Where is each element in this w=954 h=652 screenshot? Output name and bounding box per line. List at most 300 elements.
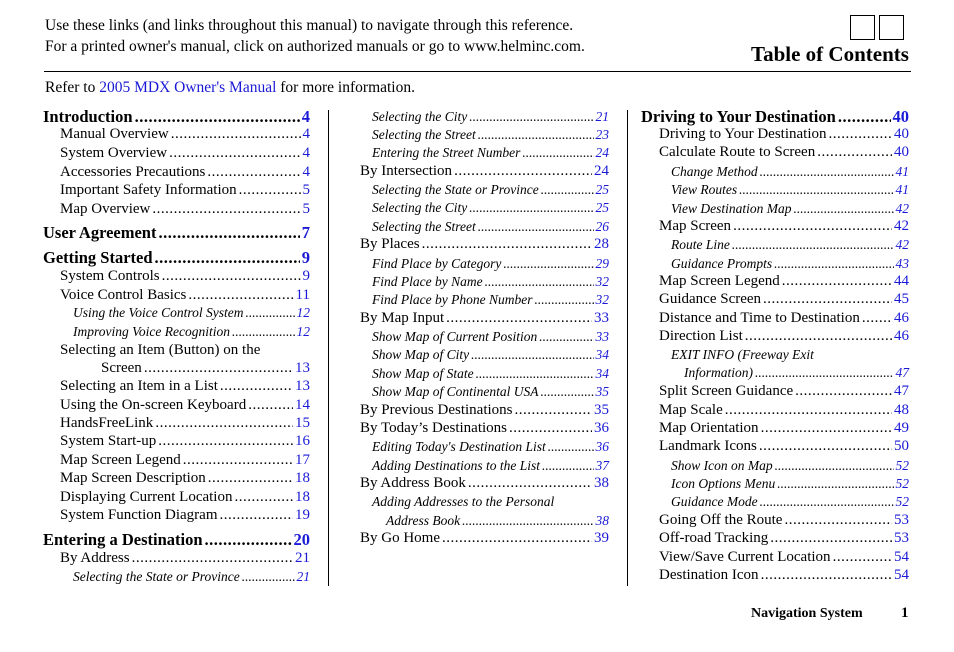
toc-entry-title: By Intersection [360, 163, 453, 179]
toc-page-link[interactable]: 5 [302, 182, 310, 198]
toc-page-link[interactable]: 38 [595, 513, 609, 528]
toc-entry-title: HandsFreeLink [60, 415, 154, 431]
toc-page-link[interactable]: 32 [595, 274, 609, 289]
dot-leader [152, 201, 300, 218]
toc-entry-system-overview[interactable] [60, 145, 310, 162]
toc-entry-address-book[interactable] [386, 513, 609, 529]
toc-entry-using-the-on-screen-keyboard[interactable] [60, 397, 310, 414]
toc-entry-title: Selecting the Street [372, 127, 476, 142]
dot-leader [471, 347, 593, 363]
toc-entry-title: View Routes [671, 182, 738, 197]
toc-entry-by-go-home[interactable] [360, 530, 609, 547]
toc-page-link[interactable]: 12 [296, 305, 310, 320]
dot-leader [509, 420, 592, 437]
toc-entry-by-previous-destinations[interactable] [360, 402, 609, 419]
toc-page-link[interactable]: 33 [595, 329, 609, 344]
dot-leader [725, 402, 892, 419]
toc-entry-voice-control-basics[interactable] [60, 287, 310, 304]
dot-leader [220, 507, 294, 524]
toc-entry-title: System Controls [60, 268, 160, 284]
toc-entry-title: User Agreement [43, 223, 157, 242]
toc-entry-title: Find Place by Name [372, 274, 483, 289]
dot-leader [232, 324, 295, 340]
toc-entry-using-the-voice-control-system[interactable] [73, 305, 310, 321]
dot-leader [422, 236, 592, 253]
toc-entry-show-icon-on-map[interactable] [671, 458, 909, 474]
toc-entry-title: Introduction [43, 107, 133, 126]
toc-page-link[interactable]: 19 [295, 507, 310, 523]
toc-page-link[interactable]: 40 [892, 107, 909, 126]
toc-page-link[interactable]: 32 [595, 292, 609, 307]
toc-entry-split-screen-guidance[interactable] [659, 383, 909, 400]
dot-leader [838, 107, 891, 127]
owners-manual-link[interactable]: 2005 MDX Owner's Manual [99, 79, 277, 96]
toc-entry-title: Editing Today's Destination List [372, 439, 546, 454]
toc-page-link[interactable]: 49 [894, 420, 909, 436]
toc-entry-selecting-an-item-in-a-list[interactable] [60, 378, 310, 395]
toc-page-link[interactable]: 44 [894, 273, 909, 289]
dot-leader [782, 273, 892, 290]
toc-entry-title: Driving to Your Destination [659, 126, 827, 142]
next-page-button[interactable] [879, 15, 904, 40]
toc-entry-important-safety-information[interactable] [60, 182, 310, 199]
toc-entry-accessories-precautions[interactable] [60, 164, 310, 181]
dot-leader [135, 107, 300, 127]
toc-entry-title: Entering the Street Number [372, 145, 521, 160]
toc-entry-system-start-up[interactable] [60, 433, 310, 450]
toc-page-link[interactable]: 35 [595, 384, 609, 399]
toc-entry-by-intersection[interactable] [360, 163, 609, 180]
toc-page-link[interactable]: 40 [894, 144, 909, 160]
toc-page-link[interactable]: 12 [296, 324, 310, 339]
toc-entry-title: Map Screen Legend [659, 273, 780, 289]
dot-leader [777, 476, 893, 492]
intro-text [45, 15, 585, 57]
dot-leader [784, 512, 892, 529]
dot-leader [503, 256, 593, 272]
toc-page-link[interactable]: 45 [894, 291, 909, 307]
toc-entry-title: By Places [360, 236, 420, 252]
toc-entry-title: By Today’s Destinations [360, 420, 508, 436]
toc-entry-title: Map Screen Description [60, 470, 206, 486]
dot-leader [774, 256, 893, 272]
toc-entry-distance-and-time-to-destination[interactable] [659, 310, 909, 327]
toc-page-link[interactable]: 37 [595, 458, 609, 473]
toc-entry-title: Entering a Destination [43, 530, 203, 549]
toc-entry-title: Route Line [671, 237, 730, 252]
toc-entry-title: Using the Voice Control System [73, 305, 244, 320]
toc-page-link[interactable]: 41 [895, 164, 909, 179]
refer-prefix: Refer to [45, 79, 100, 96]
toc-entry-title: Show Map of City [372, 347, 470, 362]
toc-page-link[interactable]: 52 [895, 476, 909, 491]
toc-entry-title: Manual Overview [60, 126, 169, 142]
dot-leader [469, 200, 593, 216]
dot-leader [542, 458, 593, 474]
dot-leader [155, 415, 293, 432]
dot-leader [760, 164, 894, 180]
toc-entry-by-address-book[interactable] [360, 475, 609, 492]
toc-entry-title: Guidance Mode [671, 494, 758, 509]
toc-entry-system-controls[interactable] [60, 268, 310, 285]
toc-page-link[interactable]: 36 [594, 420, 609, 436]
toc-page-link[interactable]: 11 [295, 287, 310, 303]
toc-entry-guidance-mode[interactable] [671, 494, 909, 510]
toc-page-link[interactable]: 16 [295, 433, 310, 449]
dot-leader [132, 550, 293, 567]
toc-page-link[interactable]: 25 [595, 200, 609, 215]
toc-entry-title: Selecting an Item in a List [60, 378, 218, 394]
dot-leader [760, 494, 894, 510]
toc-entry-change-method[interactable] [671, 164, 909, 180]
toc-entry-title: Destination Icon [659, 567, 759, 583]
toc-entry-exit-info-freeway-exit[interactable] [671, 347, 814, 363]
dot-leader [745, 328, 892, 345]
toc-entry-title: Show Map of Continental USA [372, 384, 539, 399]
toc-entry-title: Map Screen Legend [60, 452, 181, 468]
toc-entry-title: Direction List [659, 328, 743, 344]
toc-page-link[interactable]: 24 [595, 145, 609, 160]
toc-page-link[interactable]: 15 [295, 415, 310, 431]
toc-entry-title: Selecting the State or Province [73, 569, 240, 584]
toc-entry-landmark-icons[interactable] [659, 438, 909, 455]
toc-entry-title: Accessories Precautions [60, 164, 206, 180]
toc-page-link[interactable]: 38 [594, 475, 609, 491]
toc-page-link[interactable]: 53 [894, 530, 909, 546]
toc-entry-title: Displaying Current Location [60, 489, 233, 505]
dot-leader [833, 549, 892, 566]
toc-entry-title: Guidance Screen [659, 291, 762, 307]
dot-leader [817, 144, 892, 161]
dot-leader [770, 530, 892, 547]
toc-entry-title: Show Icon on Map [671, 458, 773, 473]
toc-entry-title: Map Screen [659, 218, 732, 234]
toc-entry-off-road-tracking[interactable] [659, 530, 909, 547]
toc-entry-entering-the-street-number[interactable] [372, 145, 609, 161]
dot-leader [239, 182, 301, 199]
toc-entry-show-map-of-current-position[interactable] [372, 329, 609, 345]
dot-leader [442, 530, 592, 547]
dot-leader [548, 439, 594, 455]
toc-entry-title: Address Book [386, 513, 461, 528]
dot-leader [739, 182, 893, 198]
toc-entry-title: Selecting the City [372, 200, 468, 215]
toc-page-link[interactable]: 47 [895, 365, 909, 380]
toc-entry-user-agreement[interactable] [43, 223, 310, 243]
toc-entry-map-orientation[interactable] [659, 420, 909, 437]
toc-page-link[interactable]: 35 [594, 402, 609, 418]
toc-entry-title: System Start-up [60, 433, 157, 449]
toc-page-link[interactable]: 20 [293, 530, 310, 549]
toc-page-link[interactable]: 21 [595, 109, 609, 124]
toc-page-link[interactable]: 13 [295, 378, 310, 394]
dot-leader [454, 163, 592, 180]
toc-entry-selecting-the-street[interactable] [372, 127, 609, 143]
toc-entry-show-map-of-continental-usa[interactable] [372, 384, 609, 400]
toc-entry-title: By Map Input [360, 310, 445, 326]
toc-page-link[interactable]: 7 [301, 223, 310, 242]
dot-leader [234, 489, 293, 506]
toc-entry-find-place-by-phone-number[interactable] [372, 292, 609, 308]
toc-entry-title: Important Safety Information [60, 182, 237, 198]
dot-leader [207, 164, 300, 181]
toc-entry-title: Show Map of State [372, 366, 474, 381]
toc-entry-selecting-the-city[interactable] [372, 109, 609, 125]
toc-page-link[interactable]: 54 [894, 567, 909, 583]
dot-leader [242, 569, 295, 585]
toc-entry-by-map-input[interactable] [360, 310, 609, 327]
dot-leader [485, 274, 594, 290]
toc-page-link[interactable]: 54 [894, 549, 909, 565]
toc-entry-displaying-current-location[interactable] [60, 489, 310, 506]
dot-leader [478, 219, 594, 235]
toc-page-link[interactable]: 25 [595, 182, 609, 197]
toc-entry-entering-a-destination[interactable] [43, 530, 310, 550]
dot-leader [155, 248, 300, 268]
toc-entry-by-address[interactable] [60, 550, 310, 567]
toc-entry-improving-voice-recognition[interactable] [73, 324, 310, 340]
toc-page-link[interactable]: 17 [295, 452, 310, 468]
toc-entry-map-screen[interactable] [659, 218, 909, 235]
toc-entry-selecting-the-city[interactable] [372, 200, 609, 216]
toc-entry-selecting-an-item-button-on-the[interactable] [60, 342, 260, 359]
toc-entry-title: By Address Book [360, 475, 466, 491]
toc-entry-title: View/Save Current Location [659, 549, 831, 565]
toc-entry-view-destination-map[interactable] [671, 201, 909, 217]
toc-entry-title: Landmark Icons [659, 438, 757, 454]
page-number: 1 [901, 605, 909, 621]
toc-page-link[interactable]: 9 [302, 268, 310, 284]
toc-entry-view-save-current-location[interactable] [659, 549, 909, 566]
toc-entry-title: System Overview [60, 145, 168, 161]
toc-entry-going-off-the-route[interactable] [659, 512, 909, 529]
toc-entry-title: Map Overview [60, 201, 151, 217]
toc-entry-guidance-prompts[interactable] [671, 256, 909, 272]
toc-entry-map-overview[interactable] [60, 201, 310, 218]
toc-page-link[interactable]: 52 [895, 458, 909, 473]
dot-leader [158, 433, 293, 450]
toc-entry-direction-list[interactable] [659, 328, 909, 345]
toc-entry-title: Adding Destinations to the List [372, 458, 541, 473]
footer-label: Navigation System [751, 606, 863, 621]
toc-page-link[interactable]: 23 [595, 127, 609, 142]
toc-page-link[interactable]: 34 [595, 366, 609, 381]
toc-entry-by-places[interactable] [360, 236, 609, 253]
toc-entry-find-place-by-name[interactable] [372, 274, 609, 290]
toc-entry-map-scale[interactable] [659, 402, 909, 419]
toc-page-link[interactable]: 24 [594, 163, 609, 179]
dot-leader [761, 567, 892, 584]
toc-entry-title: Icon Options Menu [671, 476, 776, 491]
toc-entry-editing-today-s-destination-list[interactable] [372, 439, 609, 455]
toc-entry-title: EXIT INFO (Freeway Exit [671, 347, 814, 362]
toc-page-link[interactable]: 42 [895, 237, 909, 252]
dot-leader [539, 329, 593, 345]
toc-page-link[interactable]: 40 [894, 126, 909, 142]
toc-entry-title: View Destination Map [671, 201, 792, 216]
toc-page-link[interactable]: 4 [302, 145, 310, 161]
toc-page-link[interactable]: 42 [895, 201, 909, 216]
toc-entry-title: Using the On-screen Keyboard [60, 397, 247, 413]
toc-entry-map-screen-legend[interactable] [60, 452, 310, 469]
toc-entry-adding-destinations-to-the-list[interactable] [372, 458, 609, 474]
column-divider-1 [328, 110, 329, 586]
toc-page-link[interactable]: 46 [894, 328, 909, 344]
toc-entry-calculate-route-to-screen[interactable] [659, 144, 909, 161]
toc-entry-introduction[interactable] [43, 107, 310, 127]
dot-leader [462, 513, 593, 529]
dot-leader [245, 305, 294, 321]
dot-leader [829, 126, 892, 143]
toc-entry-title: Selecting the Street [372, 219, 476, 234]
toc-entry-getting-started[interactable] [43, 248, 310, 268]
toc-page-link[interactable]: 13 [295, 360, 310, 376]
dot-leader [183, 452, 293, 469]
dot-leader [208, 470, 293, 487]
dot-leader [476, 366, 594, 382]
toc-entry-view-routes[interactable] [671, 182, 909, 198]
dot-leader [468, 475, 592, 492]
toc-entry-by-today-s-destinations[interactable] [360, 420, 609, 437]
toc-entry-driving-to-your-destination[interactable] [659, 126, 909, 143]
toc-entry-selecting-the-street[interactable] [372, 219, 609, 235]
toc-entry-title: By Previous Destinations [360, 402, 513, 418]
toc-entry-title: Off-road Tracking [659, 530, 769, 546]
toc-page-link[interactable]: 47 [894, 383, 909, 399]
dot-leader [541, 384, 594, 400]
toc-entry-route-line[interactable] [671, 237, 909, 253]
toc-page-link[interactable]: 4 [302, 126, 310, 142]
toc-page-link[interactable]: 39 [594, 530, 609, 546]
toc-page-link[interactable]: 28 [594, 236, 609, 252]
toc-entry-title: Improving Voice Recognition [73, 324, 230, 339]
toc-entry-title: Find Place by Category [372, 256, 502, 271]
toc-page-link[interactable]: 46 [894, 310, 909, 326]
dot-leader [794, 201, 894, 217]
toc-page-link[interactable]: 21 [295, 550, 310, 566]
toc-entry-system-function-diagram[interactable] [60, 507, 310, 524]
toc-entry-title: Driving to Your Destination [641, 107, 836, 126]
toc-entry-title: Getting Started [43, 248, 153, 267]
toc-entry-map-screen-legend[interactable] [659, 273, 909, 290]
toc-page-link[interactable]: 29 [595, 256, 609, 271]
page-title: Table of Contents [751, 42, 909, 66]
dot-leader [795, 383, 892, 400]
dot-leader [188, 287, 293, 304]
previous-page-button[interactable] [850, 15, 875, 40]
toc-page-link[interactable]: 48 [894, 402, 909, 418]
toc-page-link[interactable]: 33 [594, 310, 609, 326]
dot-leader [162, 268, 301, 285]
toc-entry-title: Change Method [671, 164, 758, 179]
toc-page-link[interactable]: 14 [295, 397, 310, 413]
dot-leader [248, 397, 293, 414]
toc-entry-driving-to-your-destination[interactable] [641, 107, 909, 127]
dot-leader [775, 458, 894, 474]
dot-leader [522, 145, 593, 161]
dot-leader [763, 291, 892, 308]
toc-entry-handsfreelink[interactable] [60, 415, 310, 432]
toc-entry-icon-options-menu[interactable] [671, 476, 909, 492]
toc-entry-information[interactable] [684, 365, 909, 381]
toc-entry-title: Calculate Route to Screen [659, 144, 816, 160]
toc-page-link[interactable]: 36 [595, 439, 609, 454]
toc-entry-guidance-screen[interactable] [659, 291, 909, 308]
toc-entry-title: Selecting an Item (Button) on the [60, 342, 261, 358]
toc-page-link[interactable]: 26 [595, 219, 609, 234]
dot-leader [158, 223, 299, 243]
toc-entry-manual-overview[interactable] [60, 126, 310, 143]
dot-leader [732, 237, 894, 253]
toc-entry-title: System Function Diagram [60, 507, 218, 523]
toc-page-link[interactable]: 50 [894, 438, 909, 454]
toc-entry-title: Selecting the City [372, 109, 468, 124]
dot-leader [534, 292, 593, 308]
toc-entry-title: Map Scale [659, 402, 723, 418]
toc-entry-title: Information) [684, 365, 753, 380]
toc-page-link[interactable]: 18 [295, 470, 310, 486]
dot-leader [171, 126, 301, 143]
dot-leader [515, 402, 593, 419]
toc-entry-screen[interactable] [101, 360, 310, 377]
toc-entry-destination-icon[interactable] [659, 567, 909, 584]
toc-entry-title: Find Place by Phone Number [372, 292, 533, 307]
toc-page-link[interactable]: 18 [295, 489, 310, 505]
toc-page-link[interactable]: 21 [296, 569, 310, 584]
toc-page-link[interactable]: 43 [895, 256, 909, 271]
intro-line-1: Use these links (and links throughout this manual) to navigate through this reference. [45, 17, 574, 34]
dot-leader [541, 182, 594, 198]
toc-entry-title: By Address [60, 550, 130, 566]
toc-entry-title: Guidance Prompts [671, 256, 773, 271]
toc-page-link[interactable]: 41 [895, 182, 909, 197]
header-divider [44, 71, 911, 72]
toc-entry-selecting-the-state-or-province[interactable] [372, 182, 609, 198]
toc-page-link[interactable]: 4 [302, 164, 310, 180]
toc-entry-map-screen-description[interactable] [60, 470, 310, 487]
toc-entry-title: Selecting the State or Province [372, 182, 539, 197]
toc-page-link[interactable]: 52 [895, 494, 909, 509]
toc-entry-show-map-of-state[interactable] [372, 366, 609, 382]
toc-page-link[interactable]: 42 [894, 218, 909, 234]
toc-entry-title: Split Screen Guidance [659, 383, 794, 399]
toc-entry-adding-addresses-to-the-personal[interactable] [372, 494, 554, 510]
dot-leader [862, 310, 892, 327]
toc-entry-title: Distance and Time to Destination [659, 310, 860, 326]
toc-page-link[interactable]: 53 [894, 512, 909, 528]
dot-leader [220, 378, 293, 395]
dot-leader [759, 438, 892, 455]
toc-page-link[interactable]: 34 [595, 347, 609, 362]
dot-leader [755, 365, 894, 381]
dot-leader [144, 360, 293, 377]
toc-entry-title: Adding Addresses to the Personal [372, 494, 555, 509]
toc-entry-title: Show Map of Current Position [372, 329, 538, 344]
toc-entry-title: Going Off the Route [659, 512, 783, 528]
toc-page-link[interactable]: 5 [302, 201, 310, 217]
dot-leader [169, 145, 300, 162]
toc-entry-show-map-of-city[interactable] [372, 347, 609, 363]
toc-entry-selecting-the-state-or-province[interactable] [73, 569, 310, 585]
toc-page-link[interactable]: 4 [301, 107, 310, 126]
toc-page-link[interactable]: 9 [301, 248, 310, 267]
intro-line-2: For a printed owner's manual, click on authorized manuals or go to www.helminc.com. [45, 38, 585, 55]
toc-entry-find-place-by-category[interactable] [372, 256, 609, 272]
column-divider-2 [627, 110, 628, 586]
dot-leader [761, 420, 892, 437]
dot-leader [205, 530, 292, 550]
toc-entry-title: Voice Control Basics [60, 287, 187, 303]
